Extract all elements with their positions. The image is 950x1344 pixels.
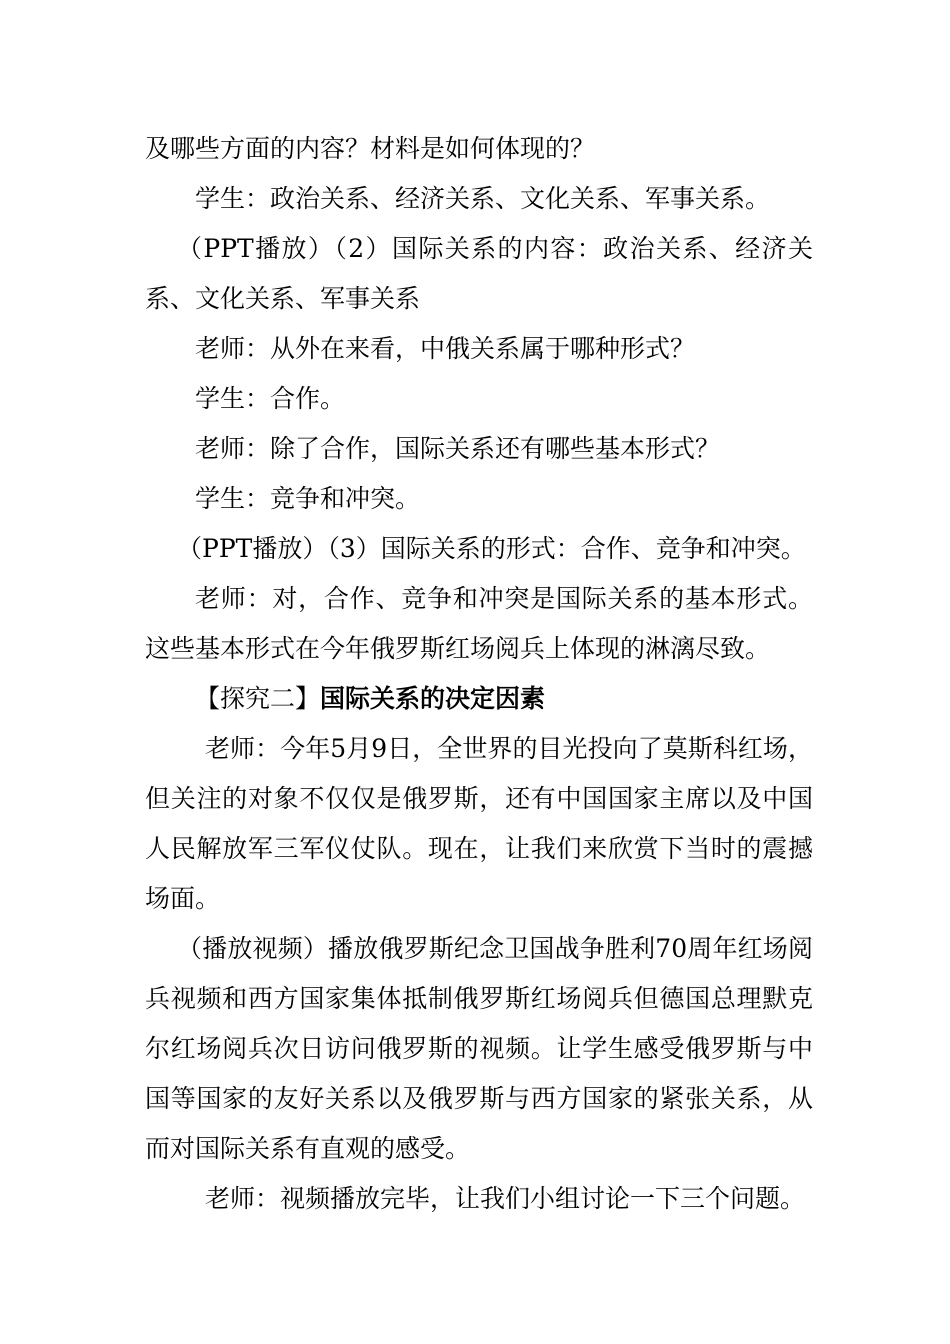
document-body (145, 124, 813, 1224)
section-heading (145, 674, 813, 724)
paragraph-teacher-summary: 老师：对，合作、竞争和冲突是国际关系的基本形式。这些基本形式在今年俄罗斯红场阅兵上体现的淋漓尽致。 (145, 584, 813, 663)
paragraph-teacher-discussion: 老师：视频播放完毕，让我们小组讨论一下三个问题。 (205, 1184, 806, 1213)
section-heading-label: 【探究二】 (195, 684, 321, 713)
paragraph-ppt-content: （PPT播放）（2）国际关系的内容：政治关系、经济关系、文化关系、军事关系 (145, 234, 813, 313)
paragraph-teacher-question-other-forms: 老师：除了合作，国际关系还有哪些基本形式？ (195, 434, 721, 463)
paragraph-play-video: （播放视频）播放俄罗斯纪念卫国战争胜利70周年红场阅兵视频和西方国家集体抵制俄罗斯红场阅兵但德国总理默克尔红场阅兵次日访问俄罗斯的视频。让学生感受俄罗斯与中国等国家的友好关系以及俄罗斯与西方国家的紧张关系，从而对国际关系有直观的感受。 (145, 934, 813, 1163)
paragraph-student-answer-content: 学生：政治关系、经济关系、文化关系、军事关系。 (195, 184, 771, 213)
paragraph-continuation: 及哪些方面的内容？材料是如何体现的？ (145, 134, 596, 163)
paragraph-teacher-red-square: 老师：今年5月9日，全世界的目光投向了莫斯科红场，但关注的对象不仅仅是俄罗斯，还有中国国家主席以及中国人民解放军三军仪仗队。现在，让我们来欣赏下当时的震撼场面。 (145, 734, 813, 913)
paragraph-student-answer-competition: 学生：竞争和冲突。 (195, 484, 421, 513)
paragraph-student-answer-cooperation: 学生：合作。 (195, 384, 346, 413)
paragraph-teacher-question-form: 老师：从外在来看，中俄关系属于哪种形式？ (195, 334, 696, 363)
paragraph-ppt-forms: （PPT播放）（3）国际关系的形式：合作、竞争和冲突。 (177, 534, 806, 563)
section-heading-title: 国际关系的决定因素 (320, 684, 546, 713)
